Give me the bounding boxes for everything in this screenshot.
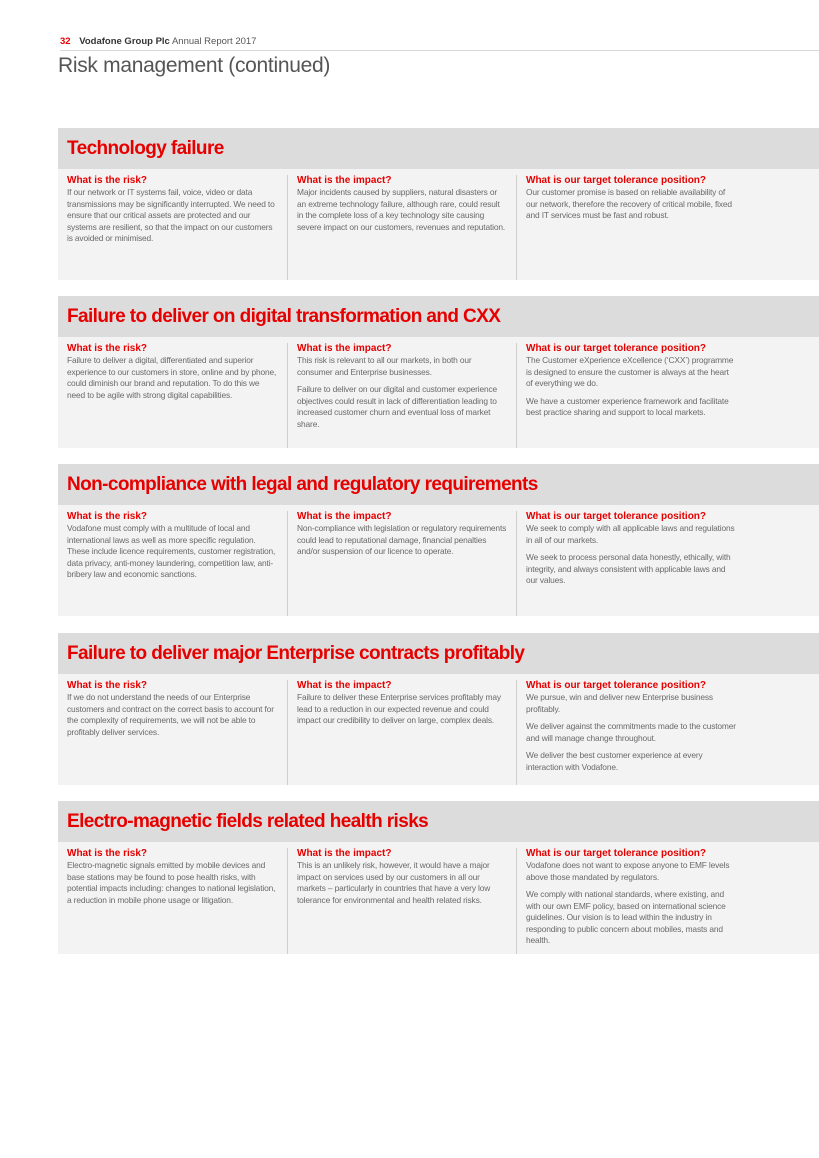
risk-paragraph: Failure to deliver a digital, differentiated and superior experience to our customers in store, online and by phone, could diminish our brand and reputation. To do this we need to be agile with strong digital capabilities. xyxy=(67,355,277,400)
tolerance-column xyxy=(516,511,745,616)
risk-title: Non-compliance with legal and regulatory requirements xyxy=(67,473,538,495)
risk-column xyxy=(58,511,287,616)
impact-heading: What is the impact? xyxy=(297,343,392,354)
risk-title: Failure to deliver major Enterprise contracts profitably xyxy=(67,642,525,664)
impact-heading: What is the impact? xyxy=(297,175,392,186)
risk-block xyxy=(58,633,819,785)
tolerance-column xyxy=(516,848,745,954)
header-divider xyxy=(60,50,819,51)
impact-heading: What is the impact? xyxy=(297,511,392,522)
tolerance-heading: What is our target tolerance position? xyxy=(526,343,707,354)
risk-paragraph: Vodafone must comply with a multitude of local and international laws as well as more specific regulation. These include licence requirements, customer registration, data privacy, anti-money laundering, competition law, anti-bribery law and economic sanctions. xyxy=(67,523,276,579)
risk-header xyxy=(58,633,819,674)
impact-column xyxy=(287,680,516,785)
impact-heading: What is the impact? xyxy=(297,848,392,859)
risk-body xyxy=(58,169,819,280)
running-header xyxy=(60,36,256,47)
risk-column xyxy=(58,680,287,785)
impact-column xyxy=(287,343,516,448)
tolerance-paragraph: We pursue, win and deliver new Enterprise business profitably. xyxy=(526,692,713,714)
impact-column xyxy=(287,848,516,954)
risk-header xyxy=(58,128,819,169)
report-name: Annual Report 2017 xyxy=(171,36,257,47)
risk-body xyxy=(58,505,819,616)
tolerance-heading: What is our target tolerance position? xyxy=(526,511,707,522)
page-number: 32 xyxy=(60,36,71,47)
risk-title: Electro-magnetic fields related health risks xyxy=(67,810,429,832)
risk-body xyxy=(58,337,819,448)
risk-column xyxy=(58,343,287,448)
risk-paragraph: If our network or IT systems fail, voice, video or data transmissions may be significantly interrupted. We need to ensure that our critical assets are protected and our systems are resilient, so that the impact on our customers is avoided or minimised. xyxy=(67,187,275,243)
tolerance-paragraph: We seek to comply with all applicable laws and regulations in all of our markets. xyxy=(526,523,735,545)
tolerance-heading: What is our target tolerance position? xyxy=(526,680,707,691)
risk-heading: What is the risk? xyxy=(67,343,148,354)
tolerance-paragraph: We deliver the best customer experience at every interaction with Vodafone. xyxy=(526,750,703,772)
page-title: Risk management (continued) xyxy=(58,54,331,77)
impact-column xyxy=(287,511,516,616)
risk-title: Technology failure xyxy=(67,137,224,159)
tolerance-heading: What is our target tolerance position? xyxy=(526,175,707,186)
impact-paragraph: Failure to deliver on our digital and customer experience objectives could result in lack of differentiation leading to increased customer churn and eventual loss of market share. xyxy=(297,384,498,429)
impact-paragraph: Major incidents caused by suppliers, natural disasters or an extreme technology failure, although rare, could result in the complete loss of a key technology site causing severe impact on our customers, revenues and reputation. xyxy=(297,187,506,232)
risk-heading: What is the risk? xyxy=(67,175,148,186)
tolerance-column xyxy=(516,343,745,448)
impact-paragraph: Failure to deliver these Enterprise services profitably may lead to a reduction in our expected revenue and could impact our credibility to deliver on large, complex deals. xyxy=(297,692,501,725)
risk-heading: What is the risk? xyxy=(67,511,148,522)
tolerance-paragraph: The Customer eXperience eXcellence (‘CXX’) programme is designed to ensure the customer is always at the heart of everything we do. xyxy=(526,355,734,388)
risk-block xyxy=(58,464,819,616)
risk-paragraph: If we do not understand the needs of our Enterprise customers and contract on the correct basis to account for the complexity of requirements, we will not be able to profitably deliver services. xyxy=(67,692,274,737)
impact-paragraph: This risk is relevant to all our markets, in both our consumer and Enterprise businesses. xyxy=(297,355,472,377)
tolerance-paragraph: We comply with national standards, where existing, and with our own EMF policy, based on international science guidelines. Our vision is to lead within the industry in responding to public concern about mobiles, masts and health. xyxy=(526,889,726,945)
tolerance-paragraph: Our customer promise is based on reliable availability of our network, therefore the recovery of critical mobile, fixed and IT services must be fast and robust. xyxy=(526,187,732,220)
impact-paragraph: Non-compliance with legislation or regulatory requirements could lead to reputational damage, financial penalties and/or suspension of our licence to operate. xyxy=(297,523,507,556)
impact-heading: What is the impact? xyxy=(297,680,392,691)
company-name: Vodafone Group Plc xyxy=(79,36,170,47)
risk-title: Failure to deliver on digital transformation and CXX xyxy=(67,305,501,327)
tolerance-column xyxy=(516,175,745,280)
tolerance-paragraph: We seek to process personal data honestly, ethically, with integrity, and always consistent with applicable laws and our values. xyxy=(526,552,731,585)
tolerance-paragraph: Vodafone does not want to expose anyone to EMF levels above those mandated by regulators. xyxy=(526,860,730,882)
tolerance-heading: What is our target tolerance position? xyxy=(526,848,707,859)
risk-heading: What is the risk? xyxy=(67,680,148,691)
risk-header xyxy=(58,464,819,505)
risk-header xyxy=(58,296,819,337)
risk-column xyxy=(58,848,287,954)
risk-body xyxy=(58,674,819,785)
risk-block xyxy=(58,128,819,280)
impact-paragraph: This is an unlikely risk, however, it would have a major impact on services used by our customers in all our markets – particularly in countries that have a very low tolerance for environmental and health related risks. xyxy=(297,860,491,905)
risk-block xyxy=(58,801,819,954)
tolerance-paragraph: We have a customer experience framework and facilitate best practice sharing and support to local markets. xyxy=(526,395,729,417)
risk-header xyxy=(58,801,819,842)
risk-paragraph: Electro-magnetic signals emitted by mobile devices and base stations may be found to pose health risks, with potential impacts including: changes to national legislation, a reduction in mobile phone usage or litigation. xyxy=(67,860,276,905)
tolerance-column xyxy=(516,680,745,785)
risk-column xyxy=(58,175,287,280)
tolerance-paragraph: We deliver against the commitments made to the customer and will manage change throughout. xyxy=(526,721,736,743)
risk-body xyxy=(58,842,819,954)
risk-block xyxy=(58,296,819,448)
impact-column xyxy=(287,175,516,280)
risk-heading: What is the risk? xyxy=(67,848,148,859)
